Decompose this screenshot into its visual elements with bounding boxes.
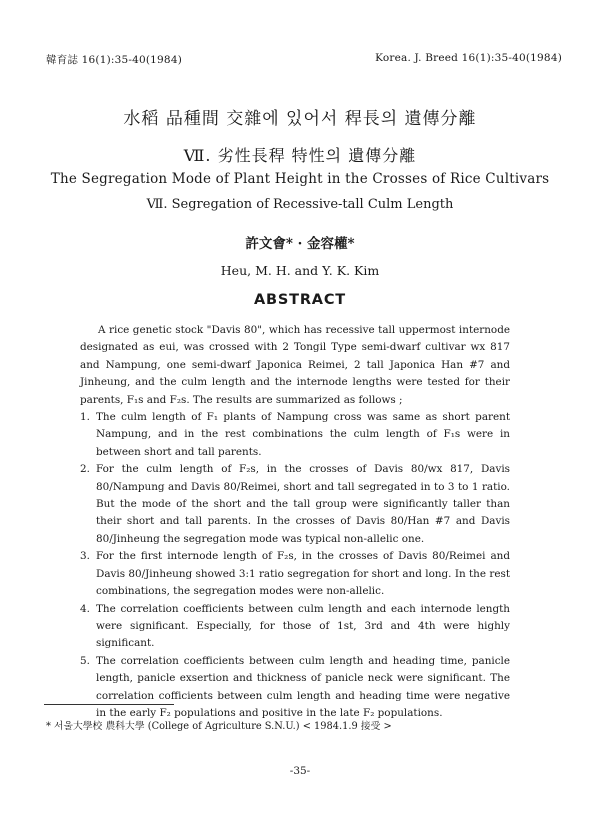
result-text: For the culm length of F₂s, in the crosses of Davis 80/wx 817, Davis 80/Nampung and Davis 80/Reimei, short and tall segregated in to 3 to 1 ratio. But the mode of the short and the tall group were significantly taller than their short and tall parents. In the crosses of Davis 80/Han #7 and Davis 80/Jinheung the segregation mode was typical non-allelic one.	[96, 463, 510, 545]
page-number: -35-	[289, 765, 311, 777]
result-number: 3.	[80, 550, 90, 563]
journal-header-english: Korea. J. Breed 16(1):35-40(1984)	[375, 52, 562, 64]
abstract-intro: A rice genetic stock "Davis 80", which has recessive tall uppermost internode designated as eui, was crossed with 2 Tongil Type semi-dwarf cultivar wx 817 and Nampung, one semi-dwarf Japonica Reimei, 2 tall Japonica Han #7 and Jinheung, and the culm length and the internode lengths were tested for their parents, F₁s and F₂s. The results are summarized as follows ;	[80, 324, 510, 406]
title-english: The Segregation Mode of Plant Height in the Crosses of Rice Cultivars	[50, 171, 550, 187]
result-item	[80, 653, 510, 723]
result-number: 5.	[80, 654, 90, 667]
result-number: 1.	[80, 411, 90, 424]
authors-english: Heu, M. H. and Y. K. Kim	[220, 263, 380, 278]
subtitle-english: Ⅶ. Segregation of Recessive-tall Culm Length	[146, 197, 454, 212]
journal-header-korean: 韓育誌 16(1):35-40(1984)	[46, 54, 182, 66]
authors-korean: 許文會* · 金容權*	[245, 236, 355, 252]
results-list	[80, 409, 510, 722]
result-text: The culm length of F₁ plants of Nampung cross was same as short parent Nampung, and in the rest combinations the culm length of F₁s were in between short and tall parents.	[96, 411, 510, 458]
result-text: The correlation coefficients between culm length and heading time, panicle length, panicle exsertion and thickness of panicle neck were significant. The correlation cofficients between culm length and heading time were negative in the early F₂ populations and positive in the late F₂ populations.	[96, 654, 510, 719]
subtitle-korean: Ⅶ. 劣性長稈 特性의 遺傳分離	[183, 146, 417, 165]
footnote-divider	[44, 704, 174, 705]
abstract-heading: ABSTRACT	[254, 292, 346, 308]
affiliation-footnote: * 서울大學校 農科大學 (College of Agriculture S.N.U.) < 1984.1.9 接受 >	[46, 721, 392, 732]
result-text: For the first internode length of F₂s, in the crosses of Davis 80/Reimei and Davis 80/Jinheung showed 3:1 ratio segregation for short and long. In the rest combinations, the segregation modes were non-allelic.	[96, 550, 510, 598]
result-number: 4.	[80, 602, 90, 615]
result-item	[80, 548, 510, 600]
result-number: 2.	[80, 463, 90, 476]
result-item	[80, 601, 510, 653]
result-item	[80, 461, 510, 548]
result-text: The correlation coefficients between culm length and each internode length were significant. Especially, for those of 1st, 3rd and 4th were highly significant.	[96, 602, 510, 650]
title-korean: 水稻 品種間 交雜에 있어서 稈長의 遺傳分離	[123, 109, 477, 129]
abstract-body	[80, 322, 510, 722]
result-item	[80, 409, 510, 461]
